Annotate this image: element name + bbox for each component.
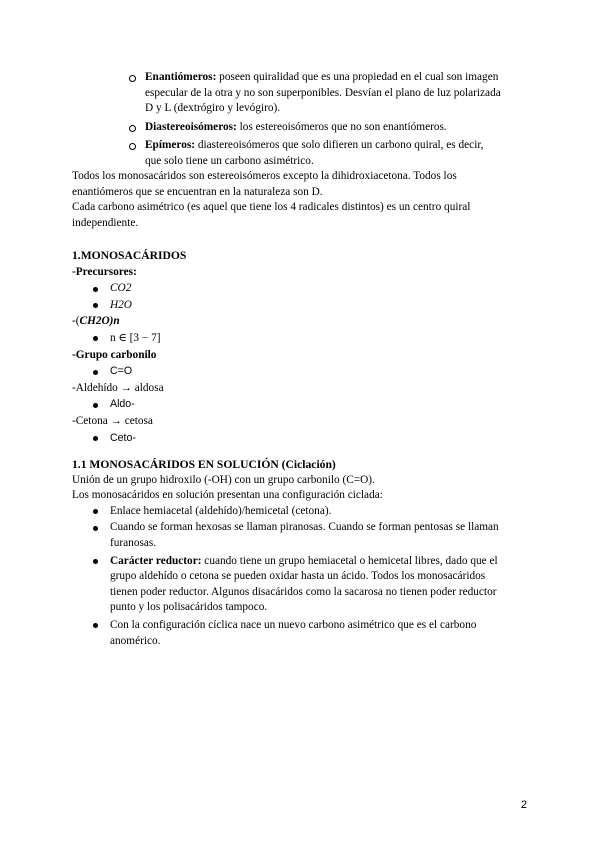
circle-bullet-icon — [129, 143, 136, 150]
list-item-enantiomeros: Enantiómeros: poseen quiralidad que es una propiedad en el cual son imagen especular de la otra y no son superponibles. Desvían el plano de luz polarizada D y L (dextrógiro y levógiro). — [145, 70, 535, 117]
bullet-icon — [93, 336, 98, 341]
cetona-list — [72, 431, 532, 447]
section-title: 1.1 MONOSACÁRIDOS EN SOLUCIÓN (Ciclación) — [72, 458, 336, 471]
list-item: CO2 — [110, 281, 532, 297]
list-item: Con la configuración cíclica nace un nuevo carbono asimétrico que es el carbono anomérico. — [110, 618, 542, 649]
ciclacion-list — [72, 504, 542, 649]
bullet-icon — [93, 303, 98, 308]
bullet-icon — [93, 436, 98, 441]
page-number: 2 — [520, 799, 527, 811]
list-item: H2O — [110, 298, 532, 314]
bullet-icon — [93, 559, 98, 564]
formula-list — [72, 331, 532, 347]
list-item: n ∈ [3 − 7] — [110, 331, 532, 347]
section-monosacaridos — [72, 248, 532, 446]
list-item-epimeros: Epímeros: diastereoisómeros que solo difieren un carbono quiral, es decir, que solo tiene un carbono asimétrico. — [145, 138, 535, 169]
list-item: C=O — [110, 364, 532, 380]
bullet-icon — [93, 403, 98, 408]
intro-paragraph: Todos los monosacáridos son estereoisómeros excepto la dihidroxiacetona. Todos los enantiómeros que se encuentran en la naturaleza son D. Cada carbono asimétrico (es aquel que tiene los 4 radicales distintos) es un centro quiral independiente. — [72, 170, 471, 229]
list-item: Carácter reductor: cuando tiene un grupo hemiacetal o hemicetal libres, dado que el grupo aldehído o cetona se pueden oxidar hasta un ácido. Todos los monosacáridos tienen poder reductor. Algunos disacáridos como la sacarosa no tienen poder reductor punto y los polisacáridos tampoco. — [110, 554, 542, 616]
isomer-list — [145, 70, 535, 170]
general-formula: -(CH2O)n — [72, 315, 120, 328]
precursores-label: -Precursores: — [72, 265, 137, 278]
list-item: Ceto- — [110, 431, 532, 447]
bullet-icon — [93, 509, 98, 514]
list-item-diastereoisomeros: Diastereoisómeros: los estereoisómeros que no son enantiómeros. — [145, 120, 535, 136]
section-ciclacion: 1.1 MONOSACÁRIDOS EN SOLUCIÓN (Ciclación) Unión de un grupo hidroxilo (-OH) con un grupo carbonilo (C=O). Los monosacáridos en solución presentan una configuración ciclada: Enlace hemiacetal (aldehído)/hemicetal (cetona). Cuando se forman hexosas se llaman piranosas. Cuando se forman pentosas se llaman furanosas. Carácter reductor: cuando tiene un grupo hemiacetal o hemicetal libres, dado que el grupo aldehído o cetona se pueden oxidar hasta un ácido. Todos los monosacáridos tienen poder reductor. Algunos disacáridos como la sacarosa no tienen poder reductor punto y los polisacáridos tampoco. Con la configuración cíclica nace un nuevo carbono asimétrico que es el carbono anomérico. — [72, 457, 542, 649]
circle-bullet-icon — [129, 125, 136, 132]
aldehido-label: -Aldehído → aldosa — [72, 381, 164, 394]
bullet-icon — [93, 287, 98, 292]
list-item: Cuando se forman hexosas se llaman piranosas. Cuando se forman pentosas se llaman furanosas. — [110, 520, 542, 551]
bullet-icon — [93, 370, 98, 375]
circle-bullet-icon — [129, 75, 136, 82]
list-item: Aldo- — [110, 397, 532, 413]
list-item: Enlace hemiacetal (aldehído)/hemicetal (cetona). — [110, 504, 542, 520]
carbonilo-list — [72, 364, 532, 380]
precursores-list — [72, 281, 532, 313]
bullet-icon — [93, 526, 98, 531]
aldehido-list — [72, 397, 532, 413]
cetona-label: -Cetona → cetosa — [72, 414, 153, 427]
section-title: 1.MONOSACÁRIDOS — [72, 249, 187, 262]
grupo-carbonilo-label: -Grupo carbonilo — [72, 348, 157, 361]
bullet-icon — [93, 623, 98, 628]
